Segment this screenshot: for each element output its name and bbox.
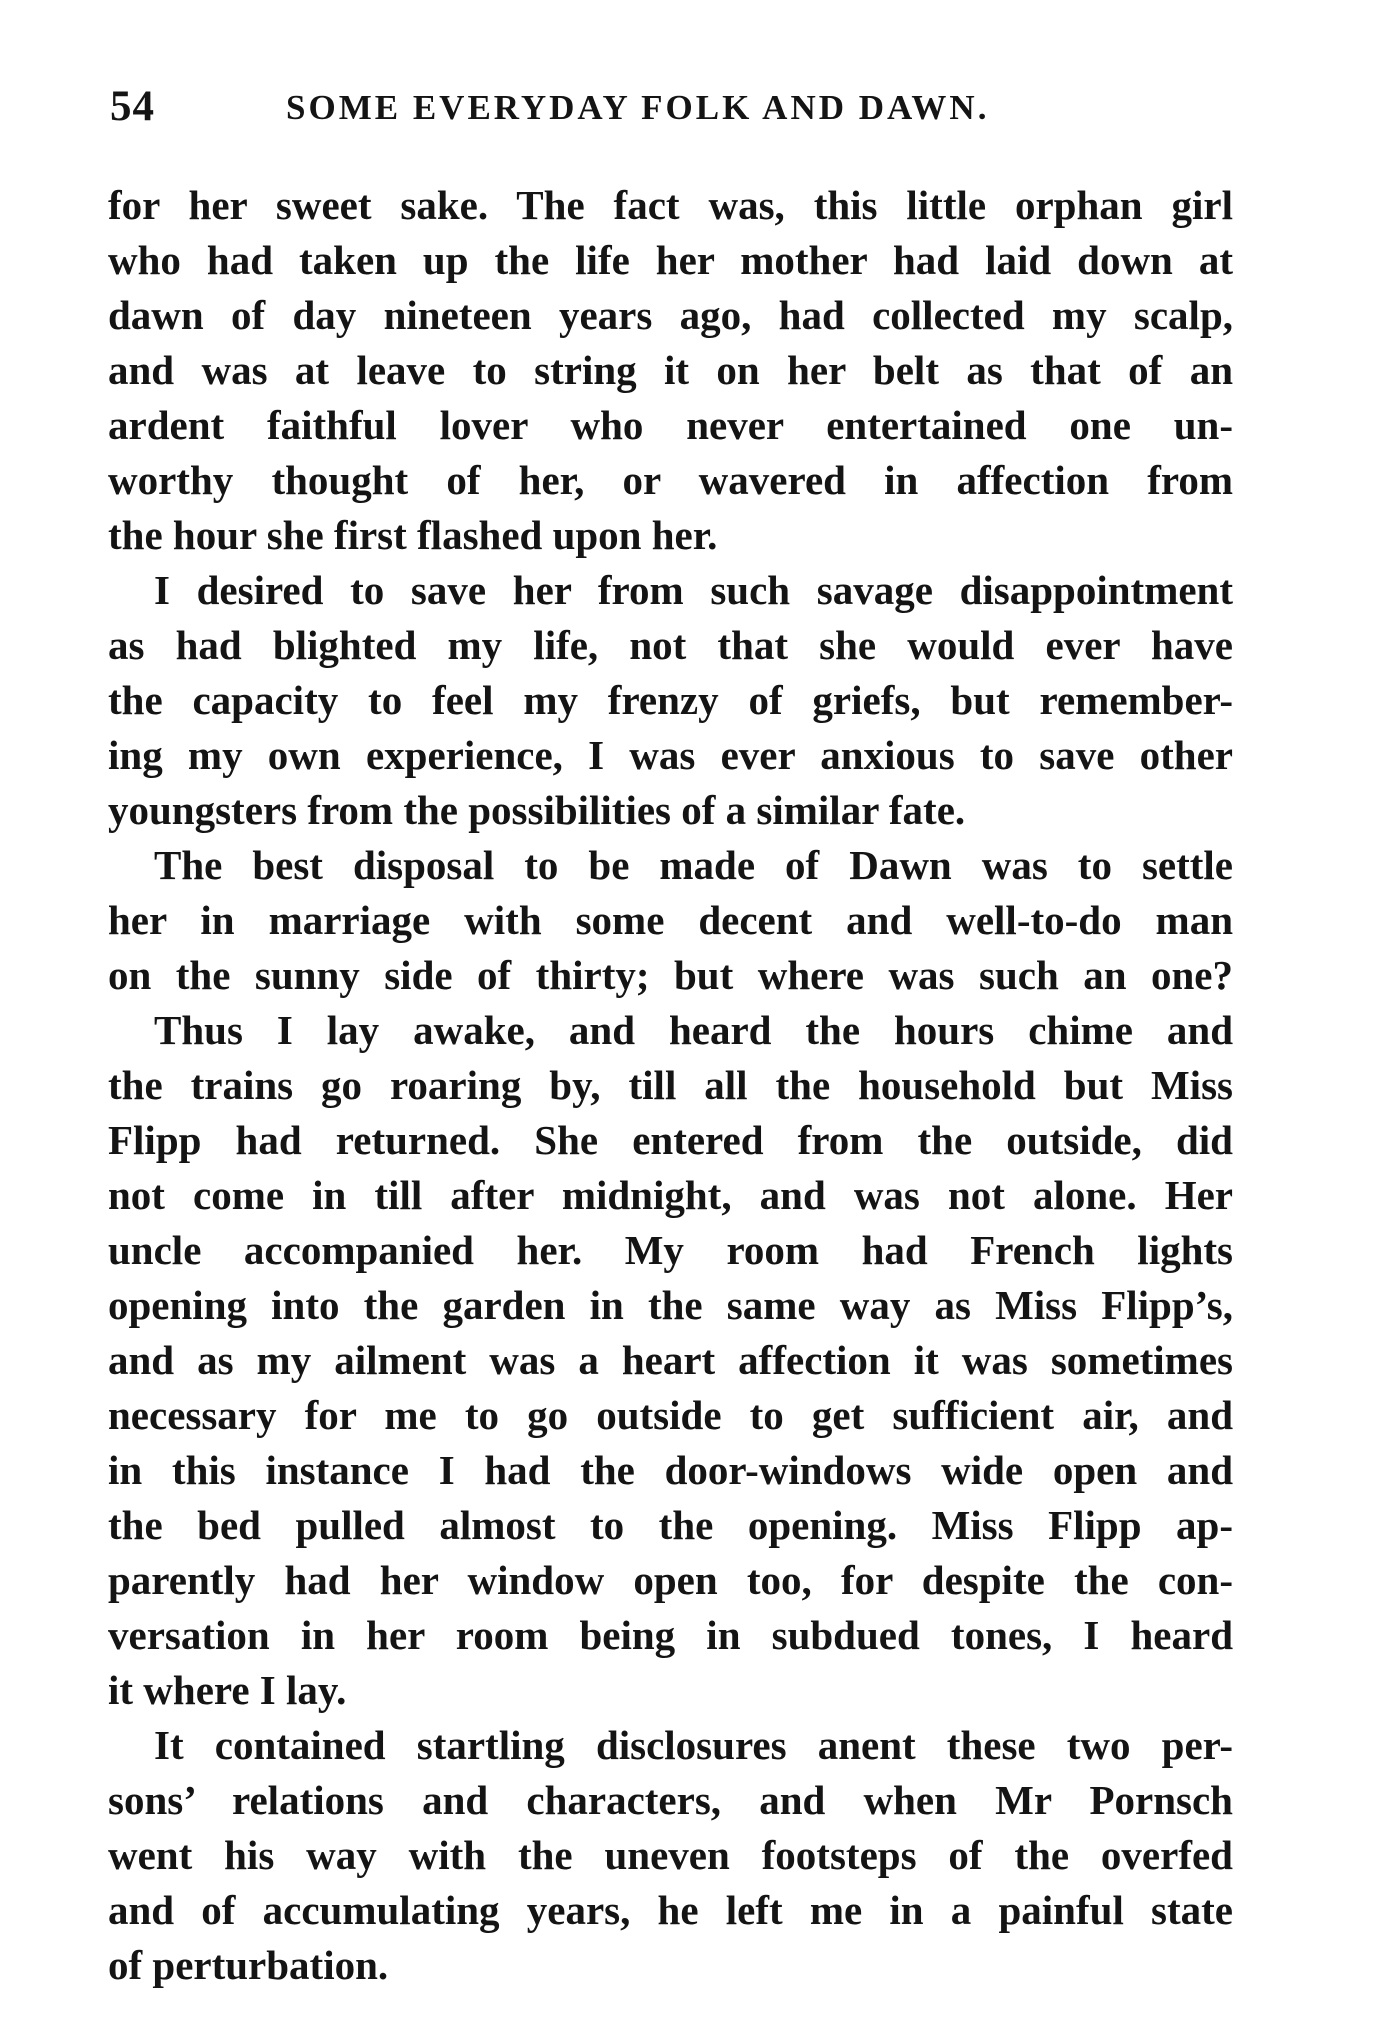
text-line: necessary for me to go outside to get sufficient air, and	[108, 1392, 1233, 1438]
text-line: and of accumulating years, he left me in a painful state	[108, 1887, 1233, 1933]
text-line: the bed pulled almost to the opening. Miss Flipp ap-	[108, 1502, 1233, 1548]
text-line: for her sweet sake. The fact was, this little orphan girl	[108, 182, 1233, 228]
text-line: the trains go roaring by, till all the household but Miss	[108, 1062, 1233, 1108]
text-line: parently had her window open too, for despite the con-	[108, 1557, 1233, 1603]
text-line: on the sunny side of thirty; but where was such an one?	[108, 952, 1233, 998]
text-line: of perturbation.	[108, 1942, 389, 1988]
text-line: not come in till after midnight, and was not alone. Her	[108, 1172, 1233, 1218]
text-line: Flipp had returned. She entered from the outside, did	[108, 1117, 1233, 1163]
text-line: went his way with the uneven footsteps of the overfed	[108, 1832, 1233, 1878]
text-line: dawn of day nineteen years ago, had collected my scalp,	[108, 292, 1233, 338]
body-text	[108, 178, 1233, 1993]
text-line: as had blighted my life, not that she would ever have	[108, 622, 1233, 668]
text-line: The best disposal to be made of Dawn was to settle	[154, 842, 1233, 888]
text-line: her in marriage with some decent and well-to-do man	[108, 897, 1233, 943]
text-line: I desired to save her from such savage disappointment	[154, 567, 1233, 613]
text-line: and was at leave to string it on her belt as that of an	[108, 347, 1233, 393]
text-line: uncle accompanied her. My room had French lights	[108, 1227, 1233, 1273]
text-line: in this instance I had the door-windows wide open and	[108, 1447, 1233, 1493]
text-line: opening into the garden in the same way as Miss Flipp’s,	[108, 1282, 1233, 1328]
page-number: 54	[110, 83, 155, 130]
text-line: It contained startling disclosures anent these two per-	[154, 1722, 1233, 1768]
text-line: it where I lay.	[108, 1667, 347, 1713]
text-line: youngsters from the possibilities of a similar fate.	[108, 787, 966, 833]
book-title: SOME EVERYDAY FOLK AND DAWN.	[286, 88, 990, 127]
text-line: worthy thought of her, or wavered in affection from	[108, 457, 1233, 503]
text-line: the hour she first flashed upon her.	[108, 512, 718, 558]
text-line: ardent faithful lover who never entertained one un-	[108, 402, 1233, 448]
running-head	[110, 82, 1240, 142]
text-line: and as my ailment was a heart affection it was sometimes	[108, 1337, 1233, 1383]
text-line: who had taken up the life her mother had laid down at	[108, 237, 1233, 283]
text-line: the capacity to feel my frenzy of griefs, but remember-	[108, 677, 1233, 723]
text-line: versation in her room being in subdued tones, I heard	[108, 1612, 1233, 1658]
text-line: Thus I lay awake, and heard the hours chime and	[154, 1007, 1233, 1053]
text-line: ing my own experience, I was ever anxious to save other	[108, 732, 1233, 778]
text-line: sons’ relations and characters, and when Mr Pornsch	[108, 1777, 1233, 1823]
